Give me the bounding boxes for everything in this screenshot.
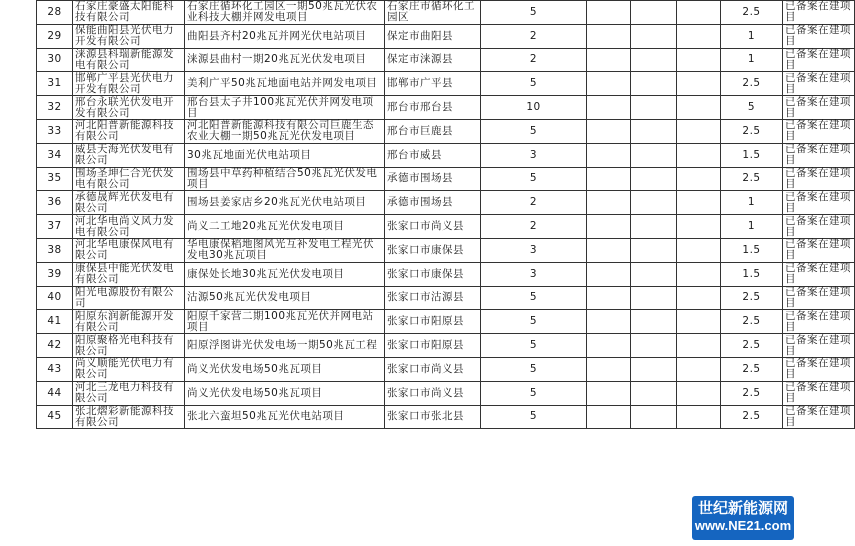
blank-cell	[587, 96, 631, 120]
location-cell: 承德市围场县	[385, 167, 481, 191]
blank-cell	[631, 1, 677, 25]
table-row	[37, 96, 855, 120]
blank-cell	[677, 1, 721, 25]
status-cell: 已备案在建项目	[783, 119, 855, 143]
capacity-cell: 5	[481, 72, 587, 96]
blank-cell	[631, 334, 677, 358]
company-cell: 康保县中能光伏发电有限公司	[73, 262, 185, 286]
company-cell: 邯郸广平县光伏电力开发有限公司	[73, 72, 185, 96]
blank-cell	[677, 48, 721, 72]
status-cell: 已备案在建项目	[783, 262, 855, 286]
location-cell: 张家口市康保县	[385, 262, 481, 286]
blank-cell	[587, 334, 631, 358]
blank-cell	[631, 24, 677, 48]
amount-cell: 2.5	[721, 286, 783, 310]
project-cell: 围场县中草药种植结合50兆瓦光伏发电项目	[185, 167, 385, 191]
amount-cell: 2.5	[721, 119, 783, 143]
project-cell: 邢台县太子井100兆瓦光伏并网发电项目	[185, 96, 385, 120]
blank-cell	[587, 167, 631, 191]
project-cell: 尚义光伏发电场50兆瓦项目	[185, 381, 385, 405]
row-number: 40	[37, 286, 73, 310]
row-number: 37	[37, 215, 73, 239]
project-cell: 阳原千家营二期100兆瓦光伏并网电站项目	[185, 310, 385, 334]
blank-cell	[677, 24, 721, 48]
capacity-cell: 2	[481, 24, 587, 48]
blank-cell	[587, 48, 631, 72]
project-cell: 沽源50兆瓦光伏发电项目	[185, 286, 385, 310]
status-cell: 已备案在建项目	[783, 24, 855, 48]
location-cell: 石家庄市循环化工园区	[385, 1, 481, 25]
amount-cell: 1	[721, 191, 783, 215]
project-cell: 康保处长地30兆瓦光伏发电项目	[185, 262, 385, 286]
project-table	[36, 0, 855, 429]
location-cell: 张家口市尚义县	[385, 357, 481, 381]
project-cell: 河北阳普新能源科技有限公司巨鹿生态农业大棚一期50兆瓦光伏发电项目	[185, 119, 385, 143]
table-row	[37, 286, 855, 310]
table-row	[37, 72, 855, 96]
blank-cell	[631, 238, 677, 262]
table-row	[37, 381, 855, 405]
capacity-cell: 5	[481, 119, 587, 143]
table-row	[37, 24, 855, 48]
amount-cell: 2.5	[721, 1, 783, 25]
capacity-cell: 2	[481, 215, 587, 239]
company-cell: 河北阳普新能源科技有限公司	[73, 119, 185, 143]
row-number: 42	[37, 334, 73, 358]
row-number: 35	[37, 167, 73, 191]
table-row	[37, 238, 855, 262]
capacity-cell: 5	[481, 310, 587, 334]
status-cell: 已备案在建项目	[783, 72, 855, 96]
blank-cell	[677, 119, 721, 143]
amount-cell: 1.5	[721, 143, 783, 167]
table-body	[37, 1, 855, 429]
company-cell: 涞源县科瑞新能源发电有限公司	[73, 48, 185, 72]
status-cell: 已备案在建项目	[783, 334, 855, 358]
amount-cell: 1	[721, 24, 783, 48]
capacity-cell: 2	[481, 191, 587, 215]
table-row	[37, 48, 855, 72]
status-cell: 已备案在建项目	[783, 215, 855, 239]
blank-cell	[677, 405, 721, 429]
amount-cell: 1	[721, 48, 783, 72]
row-number: 34	[37, 143, 73, 167]
watermark-logo	[692, 496, 794, 540]
blank-cell	[677, 167, 721, 191]
row-number: 30	[37, 48, 73, 72]
blank-cell	[587, 143, 631, 167]
capacity-cell: 5	[481, 167, 587, 191]
blank-cell	[677, 381, 721, 405]
location-cell: 邢台市邢台县	[385, 96, 481, 120]
watermark-line1: 世纪新能源网	[697, 500, 788, 517]
company-cell: 石家庄豪盛太阳能科技有限公司	[73, 1, 185, 25]
location-cell: 张家口市阳原县	[385, 334, 481, 358]
project-table-sheet	[36, 0, 851, 429]
table-row	[37, 215, 855, 239]
project-cell: 阳原浮图讲光伏发电场一期50兆瓦工程	[185, 334, 385, 358]
location-cell: 张家口市尚义县	[385, 381, 481, 405]
capacity-cell: 5	[481, 405, 587, 429]
capacity-cell: 2	[481, 48, 587, 72]
capacity-cell: 5	[481, 357, 587, 381]
status-cell: 已备案在建项目	[783, 238, 855, 262]
blank-cell	[587, 286, 631, 310]
status-cell: 已备案在建项目	[783, 48, 855, 72]
blank-cell	[631, 286, 677, 310]
company-cell: 阳原东润新能源开发有限公司	[73, 310, 185, 334]
capacity-cell: 3	[481, 143, 587, 167]
blank-cell	[677, 334, 721, 358]
table-row	[37, 262, 855, 286]
company-cell: 承德晟辉光伏发电有限公司	[73, 191, 185, 215]
status-cell: 已备案在建项目	[783, 381, 855, 405]
amount-cell: 2.5	[721, 167, 783, 191]
status-cell: 已备案在建项目	[783, 1, 855, 25]
location-cell: 张家口市阳原县	[385, 310, 481, 334]
blank-cell	[677, 72, 721, 96]
table-row	[37, 1, 855, 25]
blank-cell	[631, 48, 677, 72]
blank-cell	[587, 72, 631, 96]
company-cell: 河北华电尚义风力发电有限公司	[73, 215, 185, 239]
blank-cell	[587, 191, 631, 215]
status-cell: 已备案在建项目	[783, 143, 855, 167]
amount-cell: 2.5	[721, 381, 783, 405]
amount-cell: 1	[721, 215, 783, 239]
company-cell: 阳光电源股份有限公司	[73, 286, 185, 310]
amount-cell: 1.5	[721, 262, 783, 286]
blank-cell	[631, 381, 677, 405]
blank-cell	[631, 191, 677, 215]
blank-cell	[587, 381, 631, 405]
project-cell: 张北六蛮坦50兆瓦光伏电站项目	[185, 405, 385, 429]
blank-cell	[677, 310, 721, 334]
row-number: 45	[37, 405, 73, 429]
row-number: 31	[37, 72, 73, 96]
location-cell: 保定市涞源县	[385, 48, 481, 72]
status-cell: 已备案在建项目	[783, 96, 855, 120]
blank-cell	[677, 238, 721, 262]
table-row	[37, 310, 855, 334]
location-cell: 保定市曲阳县	[385, 24, 481, 48]
amount-cell: 1.5	[721, 238, 783, 262]
company-cell: 张北熠彩新能源科技有限公司	[73, 405, 185, 429]
blank-cell	[587, 24, 631, 48]
blank-cell	[587, 215, 631, 239]
blank-cell	[587, 1, 631, 25]
company-cell: 河北华电康保风电有限公司	[73, 238, 185, 262]
project-cell: 石家庄循环化工园区一期50兆瓦光伏农业科技大棚并网发电项目	[185, 1, 385, 25]
blank-cell	[631, 72, 677, 96]
status-cell: 已备案在建项目	[783, 405, 855, 429]
capacity-cell: 3	[481, 262, 587, 286]
location-cell: 承德市围场县	[385, 191, 481, 215]
blank-cell	[587, 262, 631, 286]
location-cell: 张家口市康保县	[385, 238, 481, 262]
capacity-cell: 5	[481, 334, 587, 358]
blank-cell	[587, 405, 631, 429]
blank-cell	[631, 262, 677, 286]
capacity-cell: 3	[481, 238, 587, 262]
blank-cell	[587, 119, 631, 143]
row-number: 44	[37, 381, 73, 405]
project-cell: 30兆瓦地面光伏电站项目	[185, 143, 385, 167]
status-cell: 已备案在建项目	[783, 167, 855, 191]
row-number: 41	[37, 310, 73, 334]
amount-cell: 2.5	[721, 310, 783, 334]
row-number: 28	[37, 1, 73, 25]
row-number: 29	[37, 24, 73, 48]
company-cell: 保能曲阳县光伏电力开发有限公司	[73, 24, 185, 48]
blank-cell	[677, 262, 721, 286]
blank-cell	[677, 215, 721, 239]
status-cell: 已备案在建项目	[783, 357, 855, 381]
project-cell: 尚义二工地20兆瓦光伏发电项目	[185, 215, 385, 239]
blank-cell	[631, 405, 677, 429]
table-row	[37, 334, 855, 358]
table-row	[37, 405, 855, 429]
blank-cell	[677, 286, 721, 310]
project-cell: 涞源县曲村一期20兆瓦光伏发电项目	[185, 48, 385, 72]
project-cell: 曲阳县齐村20兆瓦并网光伏电站项目	[185, 24, 385, 48]
amount-cell: 2.5	[721, 334, 783, 358]
capacity-cell: 5	[481, 381, 587, 405]
table-row	[37, 143, 855, 167]
blank-cell	[631, 215, 677, 239]
blank-cell	[631, 143, 677, 167]
status-cell: 已备案在建项目	[783, 191, 855, 215]
project-cell: 围场县姜家店乡20兆瓦光伏电站项目	[185, 191, 385, 215]
location-cell: 邢台市巨鹿县	[385, 119, 481, 143]
row-number: 43	[37, 357, 73, 381]
blank-cell	[631, 357, 677, 381]
blank-cell	[677, 143, 721, 167]
location-cell: 邢台市威县	[385, 143, 481, 167]
amount-cell: 2.5	[721, 405, 783, 429]
company-cell: 河北三龙电力科技有限公司	[73, 381, 185, 405]
blank-cell	[631, 96, 677, 120]
location-cell: 张家口市张北县	[385, 405, 481, 429]
blank-cell	[587, 357, 631, 381]
company-cell: 阳原聚格光电科技有限公司	[73, 334, 185, 358]
location-cell: 张家口市尚义县	[385, 215, 481, 239]
row-number: 32	[37, 96, 73, 120]
table-row	[37, 119, 855, 143]
status-cell: 已备案在建项目	[783, 310, 855, 334]
capacity-cell: 10	[481, 96, 587, 120]
blank-cell	[587, 238, 631, 262]
capacity-cell: 5	[481, 1, 587, 25]
blank-cell	[677, 96, 721, 120]
blank-cell	[587, 310, 631, 334]
company-cell: 尚义顺能光伏电力有限公司	[73, 357, 185, 381]
project-cell: 华电康保稻地图风光互补发电工程光伏发电30兆瓦项目	[185, 238, 385, 262]
row-number: 33	[37, 119, 73, 143]
amount-cell: 5	[721, 96, 783, 120]
company-cell: 围场圣坤仁合光伏发电有限公司	[73, 167, 185, 191]
row-number: 38	[37, 238, 73, 262]
table-row	[37, 191, 855, 215]
blank-cell	[677, 357, 721, 381]
table-row	[37, 167, 855, 191]
status-cell: 已备案在建项目	[783, 286, 855, 310]
project-cell: 尚义光伏发电场50兆瓦项目	[185, 357, 385, 381]
blank-cell	[677, 191, 721, 215]
amount-cell: 2.5	[721, 357, 783, 381]
capacity-cell: 5	[481, 286, 587, 310]
blank-cell	[631, 167, 677, 191]
location-cell: 邯郸市广平县	[385, 72, 481, 96]
company-cell: 威县天海光伏发电有限公司	[73, 143, 185, 167]
blank-cell	[631, 119, 677, 143]
table-row	[37, 357, 855, 381]
company-cell: 邢台永联光伏发电开发有限公司	[73, 96, 185, 120]
amount-cell: 2.5	[721, 72, 783, 96]
row-number: 39	[37, 262, 73, 286]
project-cell: 美利广平50兆瓦地面电站并网发电项目	[185, 72, 385, 96]
location-cell: 张家口市沽源县	[385, 286, 481, 310]
blank-cell	[631, 310, 677, 334]
watermark-line2: www.NE21.com	[694, 518, 792, 533]
row-number: 36	[37, 191, 73, 215]
